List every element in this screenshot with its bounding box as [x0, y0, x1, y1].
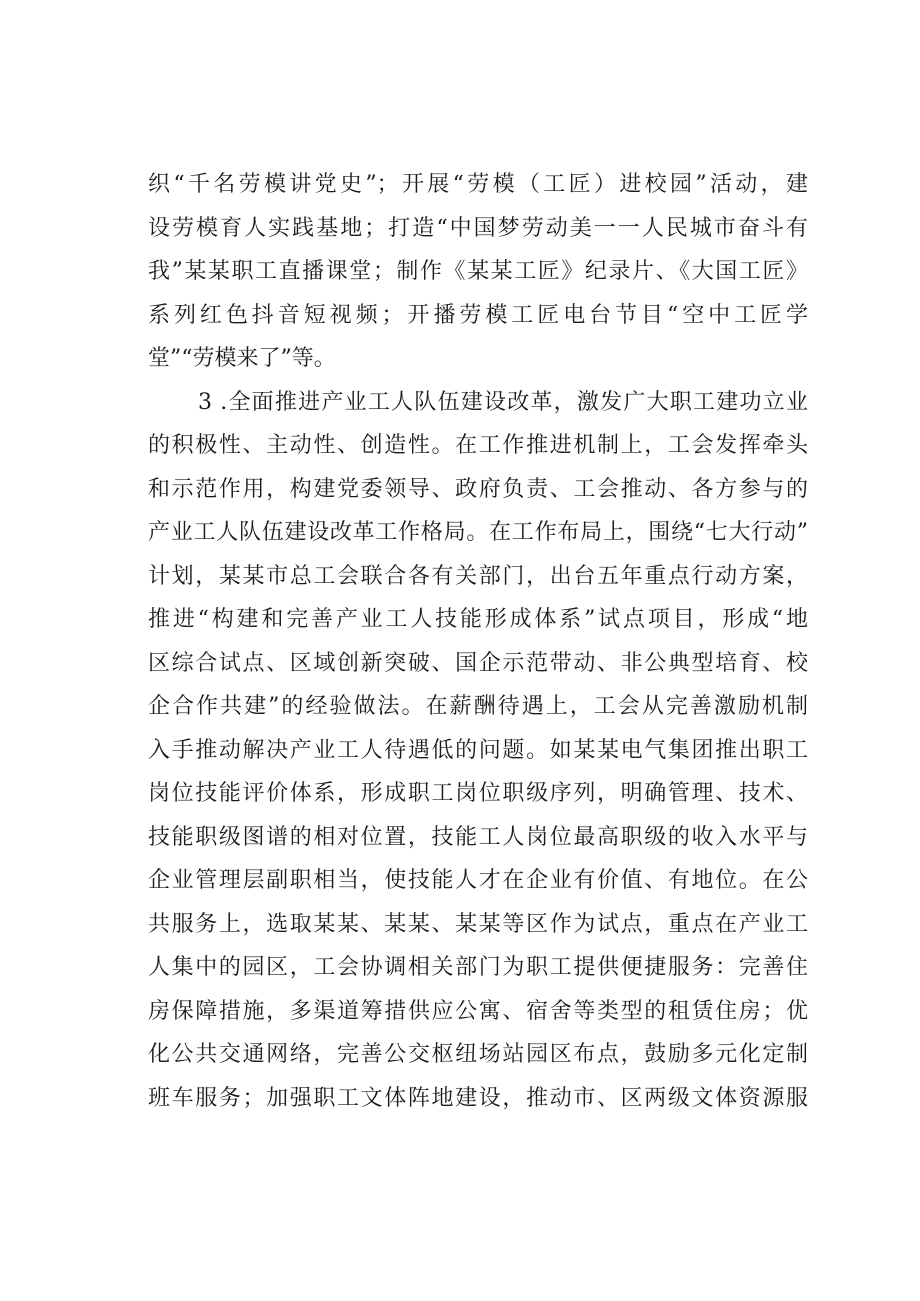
paragraph-line: 产业工人队伍建设改革工作格局。在工作布局上，围绕“七大行动” [148, 520, 808, 545]
paragraph-line: 企合作共建”的经验做法。在薪酬待遇上，工会从完善激励机制 [148, 694, 808, 719]
paragraph-line: 人集中的园区，工会协调相关部门为职工提供便捷服务：完善住 [148, 955, 808, 980]
paragraph-line: 入手推动解决产业工人待遇低的问题。如某某电气集团推出职工 [148, 737, 808, 763]
paragraph-line: 共服务上，选取某某、某某、某某等区作为试点，重点在产业工 [148, 911, 808, 937]
paragraph-line: 堂”“劳模来了”等。 [148, 346, 336, 371]
paragraph-line: 计划，某某市总工会联合各有关部门，出台五年重点行动方案， [148, 563, 808, 589]
document-body [148, 163, 808, 1120]
paragraph-line: 区综合试点、区域创新突破、国企示范带动、非公典型培育、校 [148, 650, 808, 676]
paragraph-line: 我”某某职工直播课堂；制作《某某工匠》纪录片、《大国工匠》 [148, 259, 808, 284]
paragraph-line: 企业管理层副职相当，使技能人才在企业有价值、有地位。在公 [148, 868, 808, 893]
paragraph-2 [148, 381, 808, 1121]
paragraph-line: 系列红色抖音短视频；开播劳模工匠电台节目“空中工匠学 [148, 302, 808, 328]
paragraph-line: 和示范作用，构建党委领导、政府负责、工会推动、各方参与的 [148, 476, 808, 502]
paragraph-line: 岗位技能评价体系，形成职工岗位职级序列，明确管理、技术、 [148, 781, 808, 806]
paragraph-line: 推进“构建和完善产业工人技能形成体系”试点项目，形成“地 [148, 607, 808, 632]
paragraph-1 [148, 163, 808, 381]
paragraph-line: 3 .全面推进产业工人队伍建设改革，激发广大职工建功立业 [198, 389, 808, 415]
paragraph-line: 设劳模育人实践基地；打造“中国梦劳动美一一人民城市奋斗有 [148, 215, 808, 241]
paragraph-line: 房保障措施，多渠道筹措供应公寓、宿舍等类型的租赁住房；优 [148, 998, 808, 1024]
paragraph-line: 班车服务；加强职工文体阵地建设，推动市、区两级文体资源服 [148, 1085, 808, 1111]
paragraph-line: 织“千名劳模讲党史”；开展“劳模（工匠）进校园”活动，建 [148, 172, 808, 197]
paragraph-line: 的积极性、主动性、创造性。在工作推进机制上，工会发挥牵头 [148, 433, 808, 458]
paragraph-line: 化公共交通网络，完善公交枢纽场站园区布点，鼓励多元化定制 [148, 1042, 808, 1067]
paragraph-line: 技能职级图谱的相对位置，技能工人岗位最高职级的收入水平与 [148, 824, 808, 850]
